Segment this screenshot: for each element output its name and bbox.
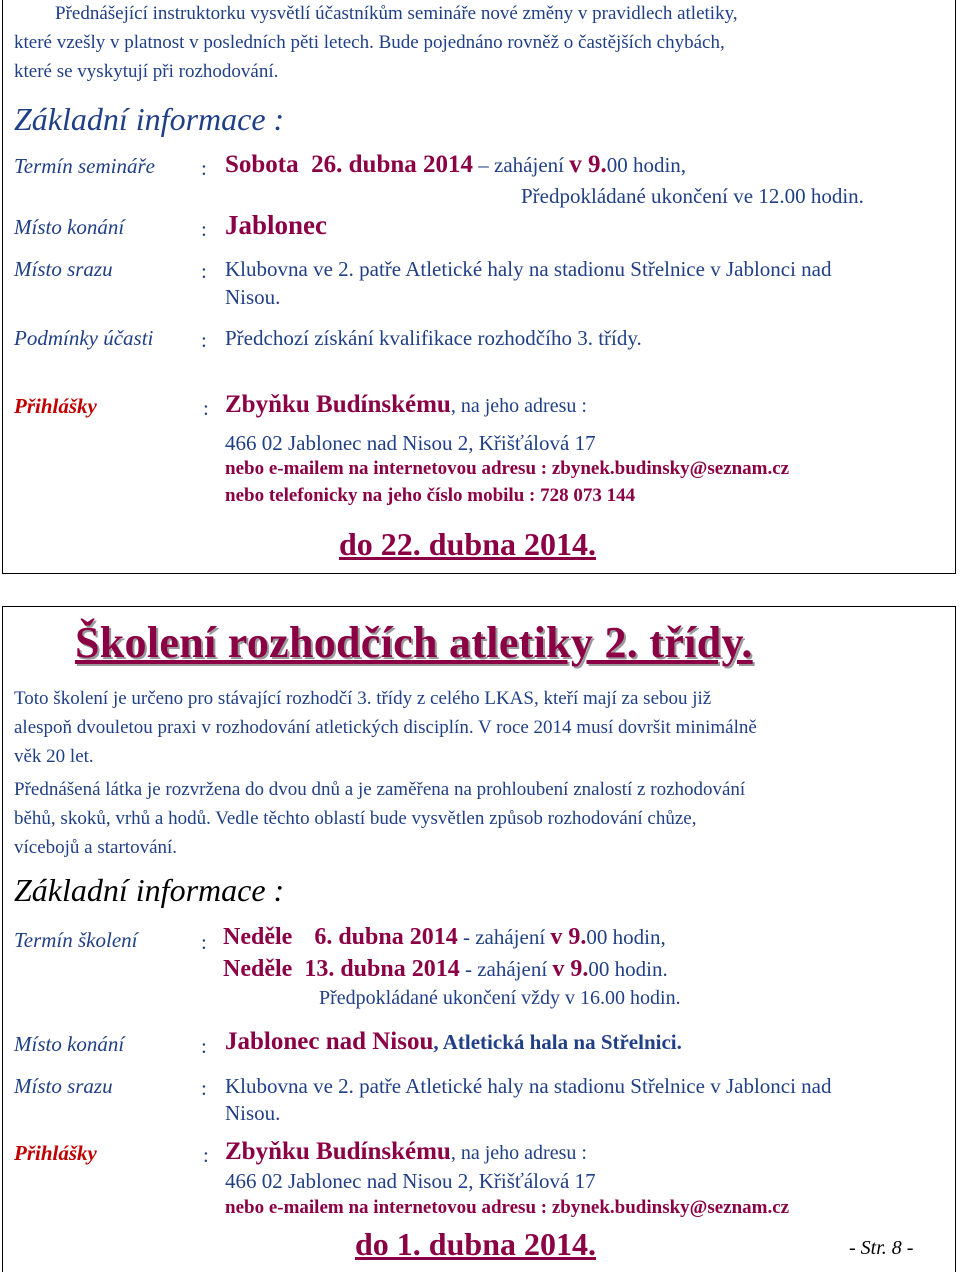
para1-line-3: věk 20 let. [14,746,94,767]
course-info-heading: Základní informace : [14,872,285,908]
apply-colon: : [203,396,209,420]
course-day1 [223,924,666,951]
intro-line-1: Přednášející instruktorku vysvětlí účastníkům semináře nové změny v pravidlech atletiky, [55,3,738,24]
course-meet-line-2: Nisou. [225,1101,281,1125]
course-meet-colon: : [201,1076,207,1100]
day2-name: Neděle [223,956,293,982]
course-email-line[interactable]: nebo e-mailem na internetovou adresu : zbynek.budinsky@seznam.cz [225,1197,790,1218]
apply-name-tail: , na jeho adresu : [450,395,587,417]
term-date: 26. dubna 2014 [311,151,474,178]
para2-line-2: běhů, skoků, vrhů a hodů. Vedle těchto oblastí bude vysvětlen způsob rozhodování chůze, [14,808,697,829]
term-value [225,151,686,179]
course-address: 466 02 Jablonec nad Nisou 2, Křišťálová 17 [225,1169,596,1193]
cond-value: Předchozí získání kvalifikace rozhodčího 3. třídy. [225,326,642,350]
day2-date: 13. dubna 2014 [304,956,460,982]
intro-line-3: které se vyskytují při rozhodování. [14,61,279,82]
course-apply-name-tail: , na jeho adresu : [450,1142,587,1164]
meet-line-2: Nisou. [225,285,281,309]
course-place-value: Jablonec nad Nisou [225,1028,434,1055]
course-term-label: Termín školení [14,928,138,952]
day2-v: v 9. [552,956,589,982]
para2-line-3: vícebojů a startování. [14,837,178,858]
cond-label: Podmínky účasti [14,326,154,350]
day1-tail: - zahájení [457,925,551,949]
info-heading: Základní informace : [14,101,285,137]
day2-tail: - zahájení [459,957,553,981]
course-title: Školení rozhodčích atletiky 2. třídy. [75,618,753,667]
day1-date: 6. dubna 2014 [314,924,458,950]
term-v: v 9. [569,151,607,178]
meet-line-1: Klubovna ve 2. patře Atletické haly na stadionu Střelnice v Jablonci nad [225,257,832,281]
para2-line-1: Přednášená látka je rozvržena do dvou dnů a je zaměřena na prohloubení znalostí z rozhodování [14,779,746,800]
email-line[interactable]: nebo e-mailem na internetovou adresu : zbynek.budinsky@seznam.cz [225,458,790,479]
apply-label: Přihlášky [14,394,97,418]
course-apply-name: Zbyňku Budínskému [225,1138,451,1165]
course-apply-colon: : [203,1143,209,1167]
day1-name: Neděle [223,924,293,950]
course-place-tail: , Atletická hala na Střelnici. [433,1030,682,1054]
place-value: Jablonec [225,210,328,240]
place-label: Místo konání [14,215,125,239]
meet-colon: : [201,259,207,283]
course-meet-line-1: Klubovna ve 2. patře Atletické haly na stadionu Střelnice v Jablonci nad [225,1074,832,1098]
phone-line: nebo telefonicky na jeho číslo mobilu : 728 073 144 [225,485,636,506]
apply-value [225,391,587,419]
course-term-end: Předpokládané ukončení vždy v 16.00 hodin. [319,987,681,1009]
day1-v: v 9. [550,924,587,950]
place-colon: : [201,217,207,241]
term-colon: : [201,156,207,180]
deadline: do 22. dubna 2014. [339,526,596,562]
course-box [2,606,956,1272]
intro-line-2: které vzešly v platnost v posledních pěti letech. Bude pojednáno rovněž o častějších chybách, [14,32,725,53]
course-place-value-wrap [225,1028,682,1056]
term-end: Předpokládané ukončení ve 12.00 hodin. [521,184,864,208]
course-apply-label: Přihlášky [14,1141,97,1165]
term-day: Sobota [225,151,299,178]
term-time-tail: 00 hodin, [606,153,687,177]
term-label: Termín semináře [14,154,155,178]
meet-label: Místo srazu [14,257,113,281]
address: 466 02 Jablonec nad Nisou 2, Křišťálová 17 [225,431,596,455]
course-meet-label: Místo srazu [14,1074,113,1098]
course-deadline: do 1. dubna 2014. [355,1226,596,1262]
page-number: - Str. 8 - [849,1237,914,1259]
para1-line-1: Toto školení je určeno pro stávající rozhodčí 3. třídy z celého LKAS, kteří mají za sebou již [14,688,712,709]
cond-colon: : [201,328,207,352]
course-place-colon: : [201,1034,207,1058]
para1-line-2: alespoň dvouletou praxi v rozhodování atletických disciplín. V roce 2014 musí dovršit minimálně [14,717,757,738]
course-term-colon: : [201,930,207,954]
term-dash: – zahájení [473,153,570,177]
course-day2 [223,956,668,983]
seminar-box [2,0,956,574]
day2-time-tail: 00 hodin. [588,957,668,981]
course-apply-value [225,1138,587,1166]
course-place-label: Místo konání [14,1032,125,1056]
apply-name: Zbyňku Budínskému [225,391,451,418]
day1-time-tail: 00 hodin, [586,925,666,949]
